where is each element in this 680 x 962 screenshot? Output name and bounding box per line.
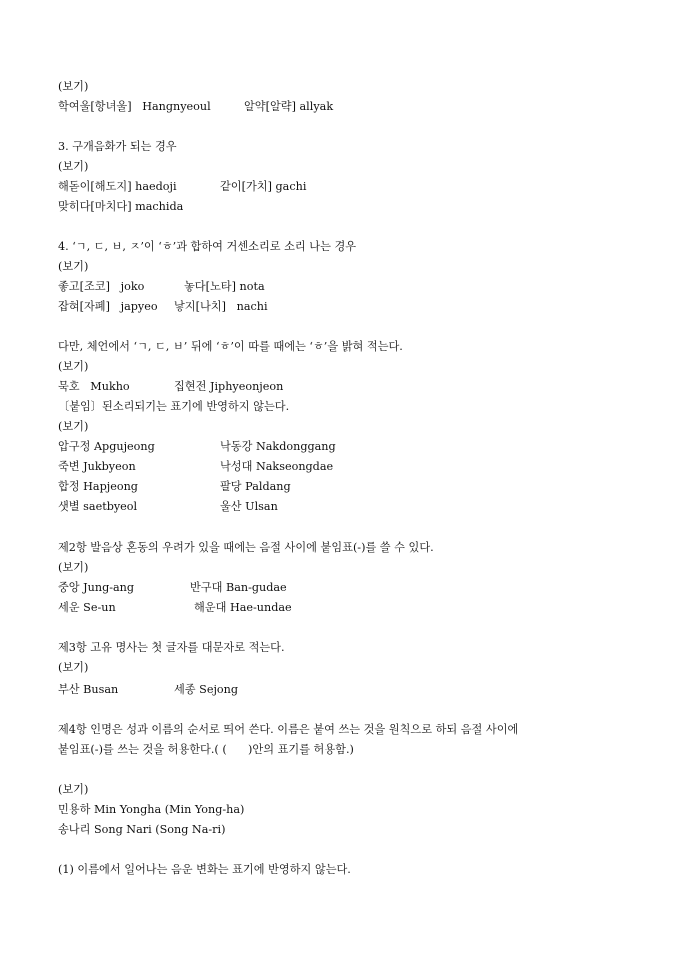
example-entry: 낳지[나치] nachi — [174, 300, 268, 313]
example-entry: 샛별 saetbyeol — [58, 500, 138, 513]
example-entry: 민용하 Min Yongha (Min Yong-ha) — [58, 803, 245, 816]
example-entry: 묵호 Mukho — [58, 380, 130, 393]
clause-heading: 제3항 고유 명사는 첫 글자를 대문자로 적는다. — [58, 641, 285, 654]
example-entry: 압구정 Apgujeong — [58, 440, 155, 453]
example-entry: 세운 Se-un — [58, 601, 116, 614]
example-entry: 울산 Ulsan — [220, 500, 278, 513]
example-entry: 알약[알략] allyak — [244, 100, 334, 113]
example-entry: 좋고[조코] joko — [58, 280, 145, 293]
example-label: (보기) — [58, 783, 89, 796]
example-entry: 잡혀[자폐] japyeo — [58, 300, 158, 313]
section-heading: 4. ‘ㄱ, ㄷ, ㅂ, ㅈ’이 ‘ㅎ’과 합하여 거센소리로 소리 나는 경우 — [58, 240, 357, 253]
section-heading: 3. 구개음화가 되는 경우 — [58, 140, 177, 153]
example-entry: 같이[가치] gachi — [220, 180, 307, 193]
example-entry: 세종 Sejong — [174, 683, 239, 696]
example-entry: 낙동강 Nakdonggang — [220, 440, 336, 453]
example-entry: 팔당 Paldang — [220, 480, 291, 493]
example-label: (보기) — [58, 160, 89, 173]
example-entry: 학여울[항녀울] Hangnyeoul — [58, 100, 211, 113]
clause-heading: 제4항 인명은 성과 이름의 순서로 띄어 쓴다. 이름은 붙여 쓰는 것을 원칙으로 하되 음절 사이에 — [58, 723, 519, 736]
clause-heading: 제2항 발음상 혼동의 우려가 있을 때에는 음절 사이에 붙임표(-)를 쓸 수 있다. — [58, 541, 434, 554]
example-entry: 송나리 Song Nari (Song Na-ri) — [58, 823, 226, 836]
example-entry: 집현전 Jiphyeonjeon — [174, 380, 284, 393]
list-item: (1) 이름에서 일어나는 음운 변화는 표기에 반영하지 않는다. — [58, 863, 351, 876]
example-entry: 해돋이[해도지] haedoji — [58, 180, 177, 193]
example-label: (보기) — [58, 80, 89, 93]
example-entry: 반구대 Ban-gudae — [190, 581, 287, 594]
example-entry: 해운대 Hae-undae — [194, 601, 292, 614]
example-label: (보기) — [58, 661, 89, 674]
example-label: (보기) — [58, 360, 89, 373]
example-entry: 놓다[노타] nota — [184, 280, 265, 293]
example-label: (보기) — [58, 260, 89, 273]
example-entry: 부산 Busan — [58, 683, 119, 696]
example-label: (보기) — [58, 561, 89, 574]
example-entry: 합정 Hapjeong — [58, 480, 138, 493]
example-entry: 중앙 Jung-ang — [58, 581, 135, 594]
body-paragraph: 다만, 체언에서 ‘ㄱ, ㄷ, ㅂ’ 뒤에 ‘ㅎ’이 따를 때에는 ‘ㅎ’을 밝혀 적는다. — [58, 340, 403, 353]
example-label: (보기) — [58, 420, 89, 433]
example-entry: 낙성대 Nakseongdae — [220, 460, 334, 473]
clause-heading-continued: 붙임표(-)를 쓰는 것을 허용한다.( ( )안의 표기를 허용함.) — [58, 743, 354, 756]
example-entry: 죽변 Jukbyeon — [58, 460, 136, 473]
note-text: 〔붙임〕된소리되기는 표기에 반영하지 않는다. — [58, 400, 290, 413]
example-entry: 맞히다[마치다] machida — [58, 200, 184, 213]
